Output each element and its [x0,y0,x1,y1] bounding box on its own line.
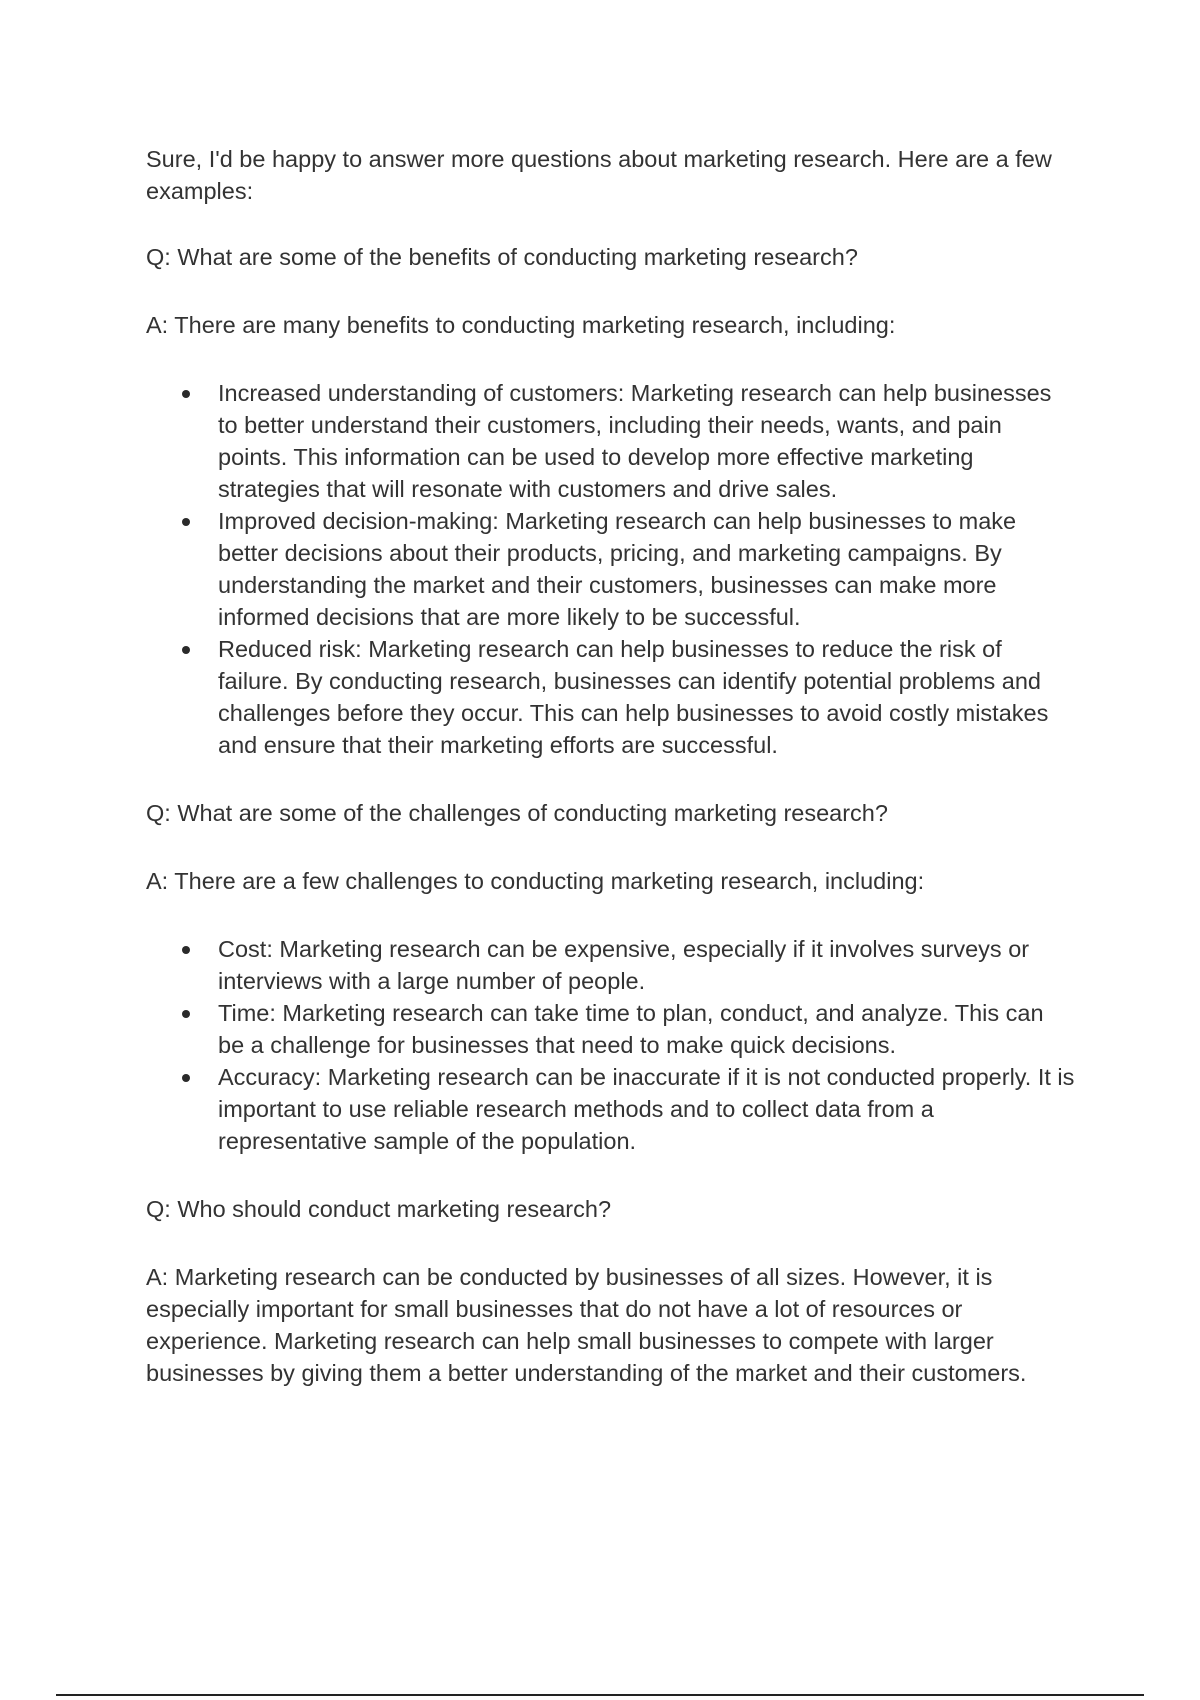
bullet-icon [182,646,190,654]
list-item-text: Cost: Marketing research can be expensive, especially if it involves surveys or interviews with a large number of people. [218,936,1030,994]
answer-who: A: Marketing research can be conducted by businesses of all sizes. However, it is especially important for small businesses that do not have a lot of resources or experience. Marketing research can help small businesses to compete with larger businesses by giving them a better understanding of the market and their customers. [146,1264,1027,1386]
list-item-text: Accuracy: Marketing research can be inaccurate if it is not conducted properly. It is important to use reliable research methods and to collect data from a representative sample of the population. [218,1064,1075,1154]
intro-paragraph: Sure, I'd be happy to answer more questions about marketing research. Here are a few examples: [146,146,1052,204]
list-item [146,377,1076,505]
list-item [146,933,1076,997]
list-item-text: Reduced risk: Marketing research can help businesses to reduce the risk of failure. By conducting research, businesses can identify potential problems and challenges before they occur. This can help businesses to avoid costly mistakes and ensure that their marketing efforts are successful. [218,636,1049,758]
benefits-list [146,377,1076,761]
question-benefits: Q: What are some of the benefits of conducting marketing research? [146,244,858,270]
list-item [146,505,1076,633]
question-challenges: Q: What are some of the challenges of conducting marketing research? [146,800,888,826]
bullet-icon [182,518,190,526]
challenges-list [146,933,1076,1157]
bullet-icon [182,390,190,398]
list-item-text: Time: Marketing research can take time to plan, conduct, and analyze. This can be a challenge for businesses that need to make quick decisions. [218,1000,1044,1058]
list-item [146,997,1076,1061]
answer-challenges: A: There are a few challenges to conducting marketing research, including: [146,868,925,894]
footer-divider [56,1694,1144,1696]
bullet-icon [182,946,190,954]
bullet-icon [182,1010,190,1018]
bullet-icon [182,1074,190,1082]
document-body [146,143,1076,1389]
answer-benefits: A: There are many benefits to conducting marketing research, including: [146,312,896,338]
question-who: Q: Who should conduct marketing research? [146,1196,612,1222]
list-item-text: Improved decision-making: Marketing research can help businesses to make better decisions about their products, pricing, and marketing campaigns. By understanding the market and their customers, businesses can make more informed decisions that are more likely to be successful. [218,508,1017,630]
list-item [146,633,1076,761]
list-item-text: Increased understanding of customers: Marketing research can help businesses to better understand their customers, including their needs, wants, and pain points. This information can be used to develop more effective marketing strategies that will resonate with customers and drive sales. [218,380,1052,502]
list-item [146,1061,1076,1157]
